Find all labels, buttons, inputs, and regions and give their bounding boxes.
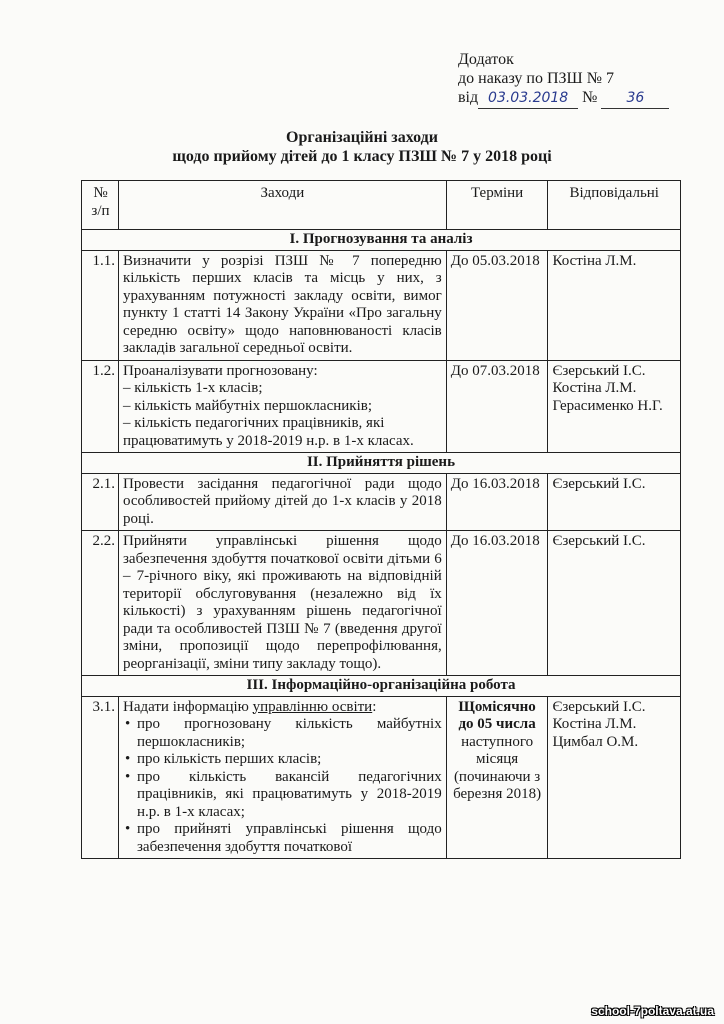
handwritten-number: 36: [601, 89, 669, 109]
row-num: 2.1.: [82, 473, 119, 531]
task-intro-underlined: управлінню освіти: [252, 698, 373, 715]
section-title: І. Прогнозування та аналіз: [82, 230, 681, 251]
handwritten-date: 03.03.2018: [478, 89, 578, 109]
row-term: До 16.03.2018: [446, 531, 548, 676]
section-title: ІІ. Прийняття рішень: [82, 453, 681, 474]
row-num: 1.2.: [82, 360, 119, 453]
section-title: ІІІ. Інформаційно-організаційна робота: [82, 676, 681, 697]
row-num: 3.1.: [82, 696, 119, 859]
row-term: До 07.03.2018: [446, 360, 548, 453]
table-row: [82, 531, 681, 676]
measures-table: [81, 180, 681, 859]
resp-person: Єзерський І.С.: [552, 362, 646, 379]
row-resp: Єзерський І.С.: [548, 473, 681, 531]
row-resp: [548, 696, 681, 859]
row-num: 1.1.: [82, 250, 119, 360]
list-item: • про прийняті управлінські рішення щодо забезпечення здобуття початкової: [137, 821, 442, 856]
title-line-1: Організаційні заходи: [286, 129, 438, 146]
row-term: До 05.03.2018: [446, 250, 548, 360]
table-header-row: [82, 181, 681, 230]
row-task: [118, 360, 446, 453]
row-task: Провести засідання педагогічної ради щодо особливостей прийому дітей до 1-х класів у 2018 році.: [118, 473, 446, 531]
task-line: – кількість педагогічних працівників, які працюватимуть у 2018-2019 н.р. в 1-х класах.: [122, 415, 414, 449]
header-resp: Відповідальні: [548, 181, 681, 230]
row-task: [118, 696, 446, 859]
row-task: Визначити у розрізі ПЗШ № 7 попередню кількість перших класів та місць у них, з урахуванням потужності закладу освіти, вимог пункту 1 статті 14 Закону України «Про загальну середню освіту» щодо наповнюваності класів закладів загальної середньої освіти.: [118, 250, 446, 360]
document-title: [0, 128, 724, 166]
term-bold: Щомісячно до 05 числа: [458, 698, 536, 732]
task-line: – кількість 1-х класів;: [122, 380, 263, 396]
term-rest: наступного місяця (починаючи з березня 2018): [453, 733, 542, 802]
row-resp: Костіна Л.М.: [548, 250, 681, 360]
annex-block: [458, 50, 669, 109]
task-intro-colon: :: [372, 698, 377, 715]
task-intro-text: Надати інформацію: [122, 698, 253, 715]
resp-person: Цимбал О.М.: [552, 733, 639, 750]
header-task: Заходи: [118, 181, 446, 230]
row-num: 2.2.: [82, 531, 119, 676]
section-row: [82, 230, 681, 251]
annex-label: Додаток: [458, 51, 514, 68]
task-line: – кількість майбутніх першокласників;: [122, 397, 372, 414]
title-line-2: щодо прийому дітей до 1 класу ПЗШ № 7 у 2018 році: [172, 148, 552, 165]
row-term: [446, 696, 548, 859]
row-resp: Єзерський І.С.: [548, 531, 681, 676]
table-row: [82, 250, 681, 360]
resp-person: Костіна Л.М.: [552, 380, 637, 396]
row-resp: [548, 360, 681, 453]
annex-order-ref: до наказу по ПЗШ № 7: [458, 70, 614, 87]
table-row: [82, 360, 681, 453]
list-item: • про кількість вакансій педагогічних працівників, які працюватимуть у 2018-2019 н.р. в 1-х класах;: [137, 769, 442, 822]
resp-person: Єзерський І.С.: [552, 698, 646, 715]
list-item: • про прогнозовану кількість майбутніх першокласників;: [137, 716, 442, 751]
task-intro: Проаналізувати прогнозовану:: [122, 362, 318, 379]
header-num: № з/п: [82, 181, 119, 230]
table-row: [82, 696, 681, 859]
row-task: Прийняти управлінські рішення щодо забезпечення здобуття початкової освіти дітьми 6 – 7-річного віку, які проживають на відповідній території обслуговування (незалежно від їх кількості) з урахуванням рішень педагогічної ради та особливостей ПЗШ № 7 (введення другої зміни, пропозиції щодо перепрофілювання, реорганізації, зміни типу закладу тощо).: [118, 531, 446, 676]
task-bullet-list: [123, 716, 442, 856]
section-row: [82, 676, 681, 697]
number-prefix: №: [582, 89, 598, 106]
row-term: До 16.03.2018: [446, 473, 548, 531]
annex-date-line: [458, 88, 669, 109]
date-prefix: від: [458, 89, 479, 106]
resp-person: Костіна Л.М.: [552, 716, 637, 732]
site-watermark: school-7poltava.at.ua: [591, 1004, 714, 1018]
resp-person: Герасименко Н.Г.: [552, 397, 663, 414]
section-row: [82, 453, 681, 474]
task-intro: [123, 699, 442, 717]
table-row: [82, 473, 681, 531]
header-term: Терміни: [446, 181, 548, 230]
list-item: • про кількість перших класів;: [137, 751, 442, 769]
